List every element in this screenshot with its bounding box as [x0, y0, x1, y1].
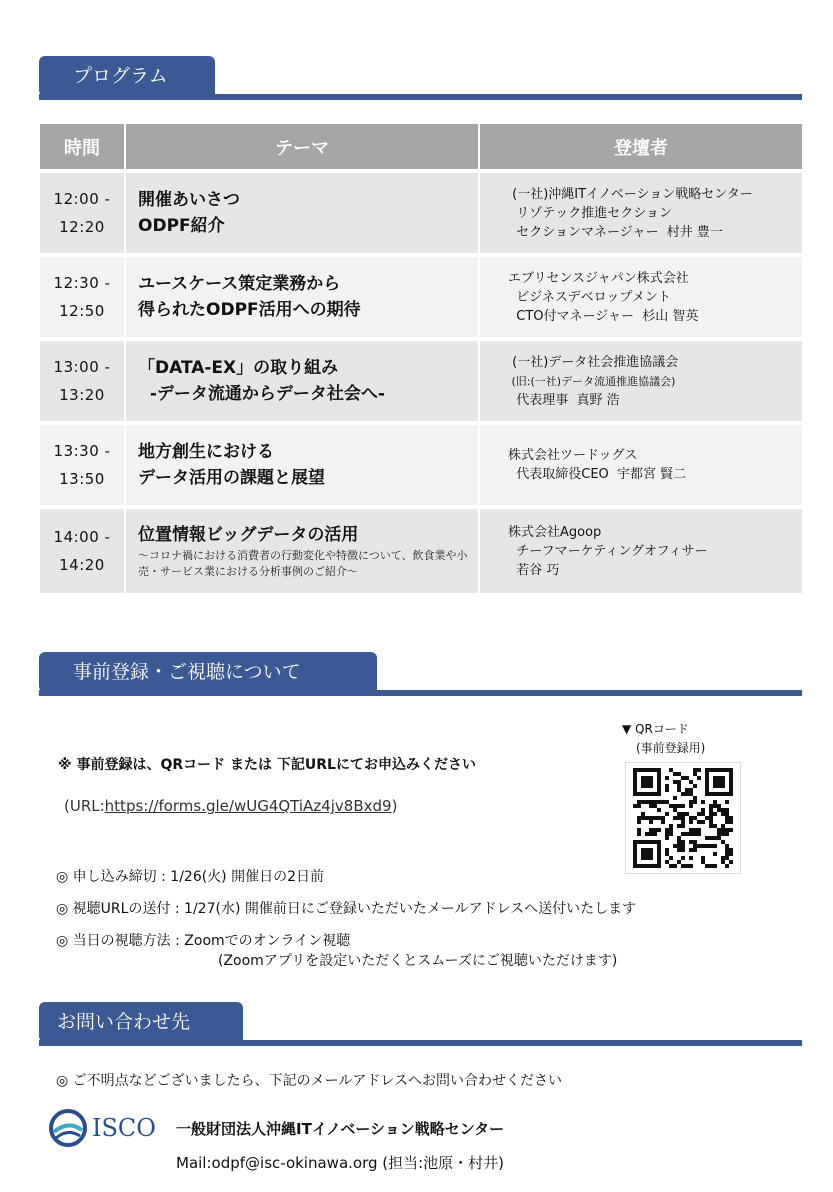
- viewing-method-note: (Zoomアプリを設定いただくとスムーズにご視聴いただけます): [218, 953, 618, 969]
- section-header-registration: [39, 652, 802, 698]
- table-row: [40, 505, 802, 593]
- qr-code-image: [626, 763, 740, 873]
- section-title-contact: お問い合わせ先: [39, 1002, 243, 1042]
- header-theme: テーマ: [126, 124, 480, 169]
- qr-label: ▼ QRコード: [622, 722, 689, 736]
- table-row: [40, 169, 802, 253]
- section-header-contact: [39, 1002, 802, 1048]
- theme-cell: 開催あいさつ ODPF紹介: [126, 169, 480, 253]
- table-row: [40, 421, 802, 505]
- time-cell: 14:00 - 14:20: [40, 505, 126, 593]
- speaker-cell: 株式会社Agoop チーフマーケティングオフィサー 若谷 巧: [480, 505, 802, 593]
- url-send-item: ◎ 視聴URLの送付 : 1/27(水) 開催前日にご登録いただいたメールアドレスへ送付いたします: [56, 901, 637, 917]
- time-cell: 12:30 - 12:50: [40, 253, 126, 337]
- deadline-item: ◎ 申し込み締切 : 1/26(火) 開催日の2日前: [56, 869, 325, 885]
- speaker-cell: エブリセンスジャパン株式会社 ビジネスデベロップメント CTO付マネージャー 杉山 智英: [480, 253, 802, 337]
- speaker-cell: (一社)データ社会推進協議会 (旧:(一社)データ流通推進協議会) 代表理事 真野 浩: [480, 337, 802, 421]
- header-time: 時間: [40, 124, 126, 169]
- speaker-cell: (一社)沖縄ITイノベーション戦略センター リゾテック推進セクション セクションマネージャー 村井 豊一: [480, 169, 802, 253]
- viewing-method-item: ◎ 当日の視聴方法 : Zoomでのオンライン視聴: [56, 933, 351, 949]
- time-cell: 12:00 - 12:20: [40, 169, 126, 253]
- theme-cell: 「DATA-EX」の取り組み -データ流通からデータ社会へ-: [126, 337, 480, 421]
- contact-note: ◎ ご不明点などございましたら、下記のメールアドレスへお問い合わせください: [56, 1073, 562, 1089]
- section-title-registration: 事前登録・ご視聴について: [39, 652, 377, 692]
- isco-logo-text: ISCO: [92, 1114, 156, 1142]
- isco-logo-mark: [48, 1108, 88, 1148]
- isco-logo: [48, 1108, 158, 1148]
- qr-label-sub: (事前登録用): [636, 741, 706, 755]
- theme-cell: 位置情報ビッグデータの活用 ～コロナ禍における消費者の行動変化や特徴について、飲食業や小売・サービス業における分析事例のご紹介～: [126, 505, 480, 593]
- speaker-cell: 株式会社ツードッグス 代表取締役CEO 宇都宮 賢二: [480, 421, 802, 505]
- table-row: [40, 337, 802, 421]
- registration-note: ※ 事前登録は、QRコード または 下記URLにてお申込みください: [58, 757, 476, 773]
- contact-mail[interactable]: Mail:odpf@isc-okinawa.org (担当:池原・村井): [176, 1154, 505, 1172]
- registration-url-link[interactable]: https://forms.gle/wUG4QTiAz4jv8Bxd9: [104, 797, 392, 815]
- time-cell: 13:00 - 13:20: [40, 337, 126, 421]
- program-table: [40, 124, 802, 593]
- section-title-program: プログラム: [39, 56, 215, 96]
- header-speaker: 登壇者: [480, 124, 802, 169]
- registration-url-line: (URL:https://forms.gle/wUG4QTiAz4jv8Bxd9): [64, 797, 398, 815]
- qr-code[interactable]: [625, 762, 741, 874]
- table-row: [40, 253, 802, 337]
- theme-cell: 地方創生における データ活用の課題と展望: [126, 421, 480, 505]
- theme-cell: ユースケース策定業務から 得られたODPF活用への期待: [126, 253, 480, 337]
- section-header-program: [39, 56, 802, 102]
- organization-name: 一般財団法人沖縄ITイノベーション戦略センター: [176, 1120, 505, 1138]
- time-cell: 13:30 - 13:50: [40, 421, 126, 505]
